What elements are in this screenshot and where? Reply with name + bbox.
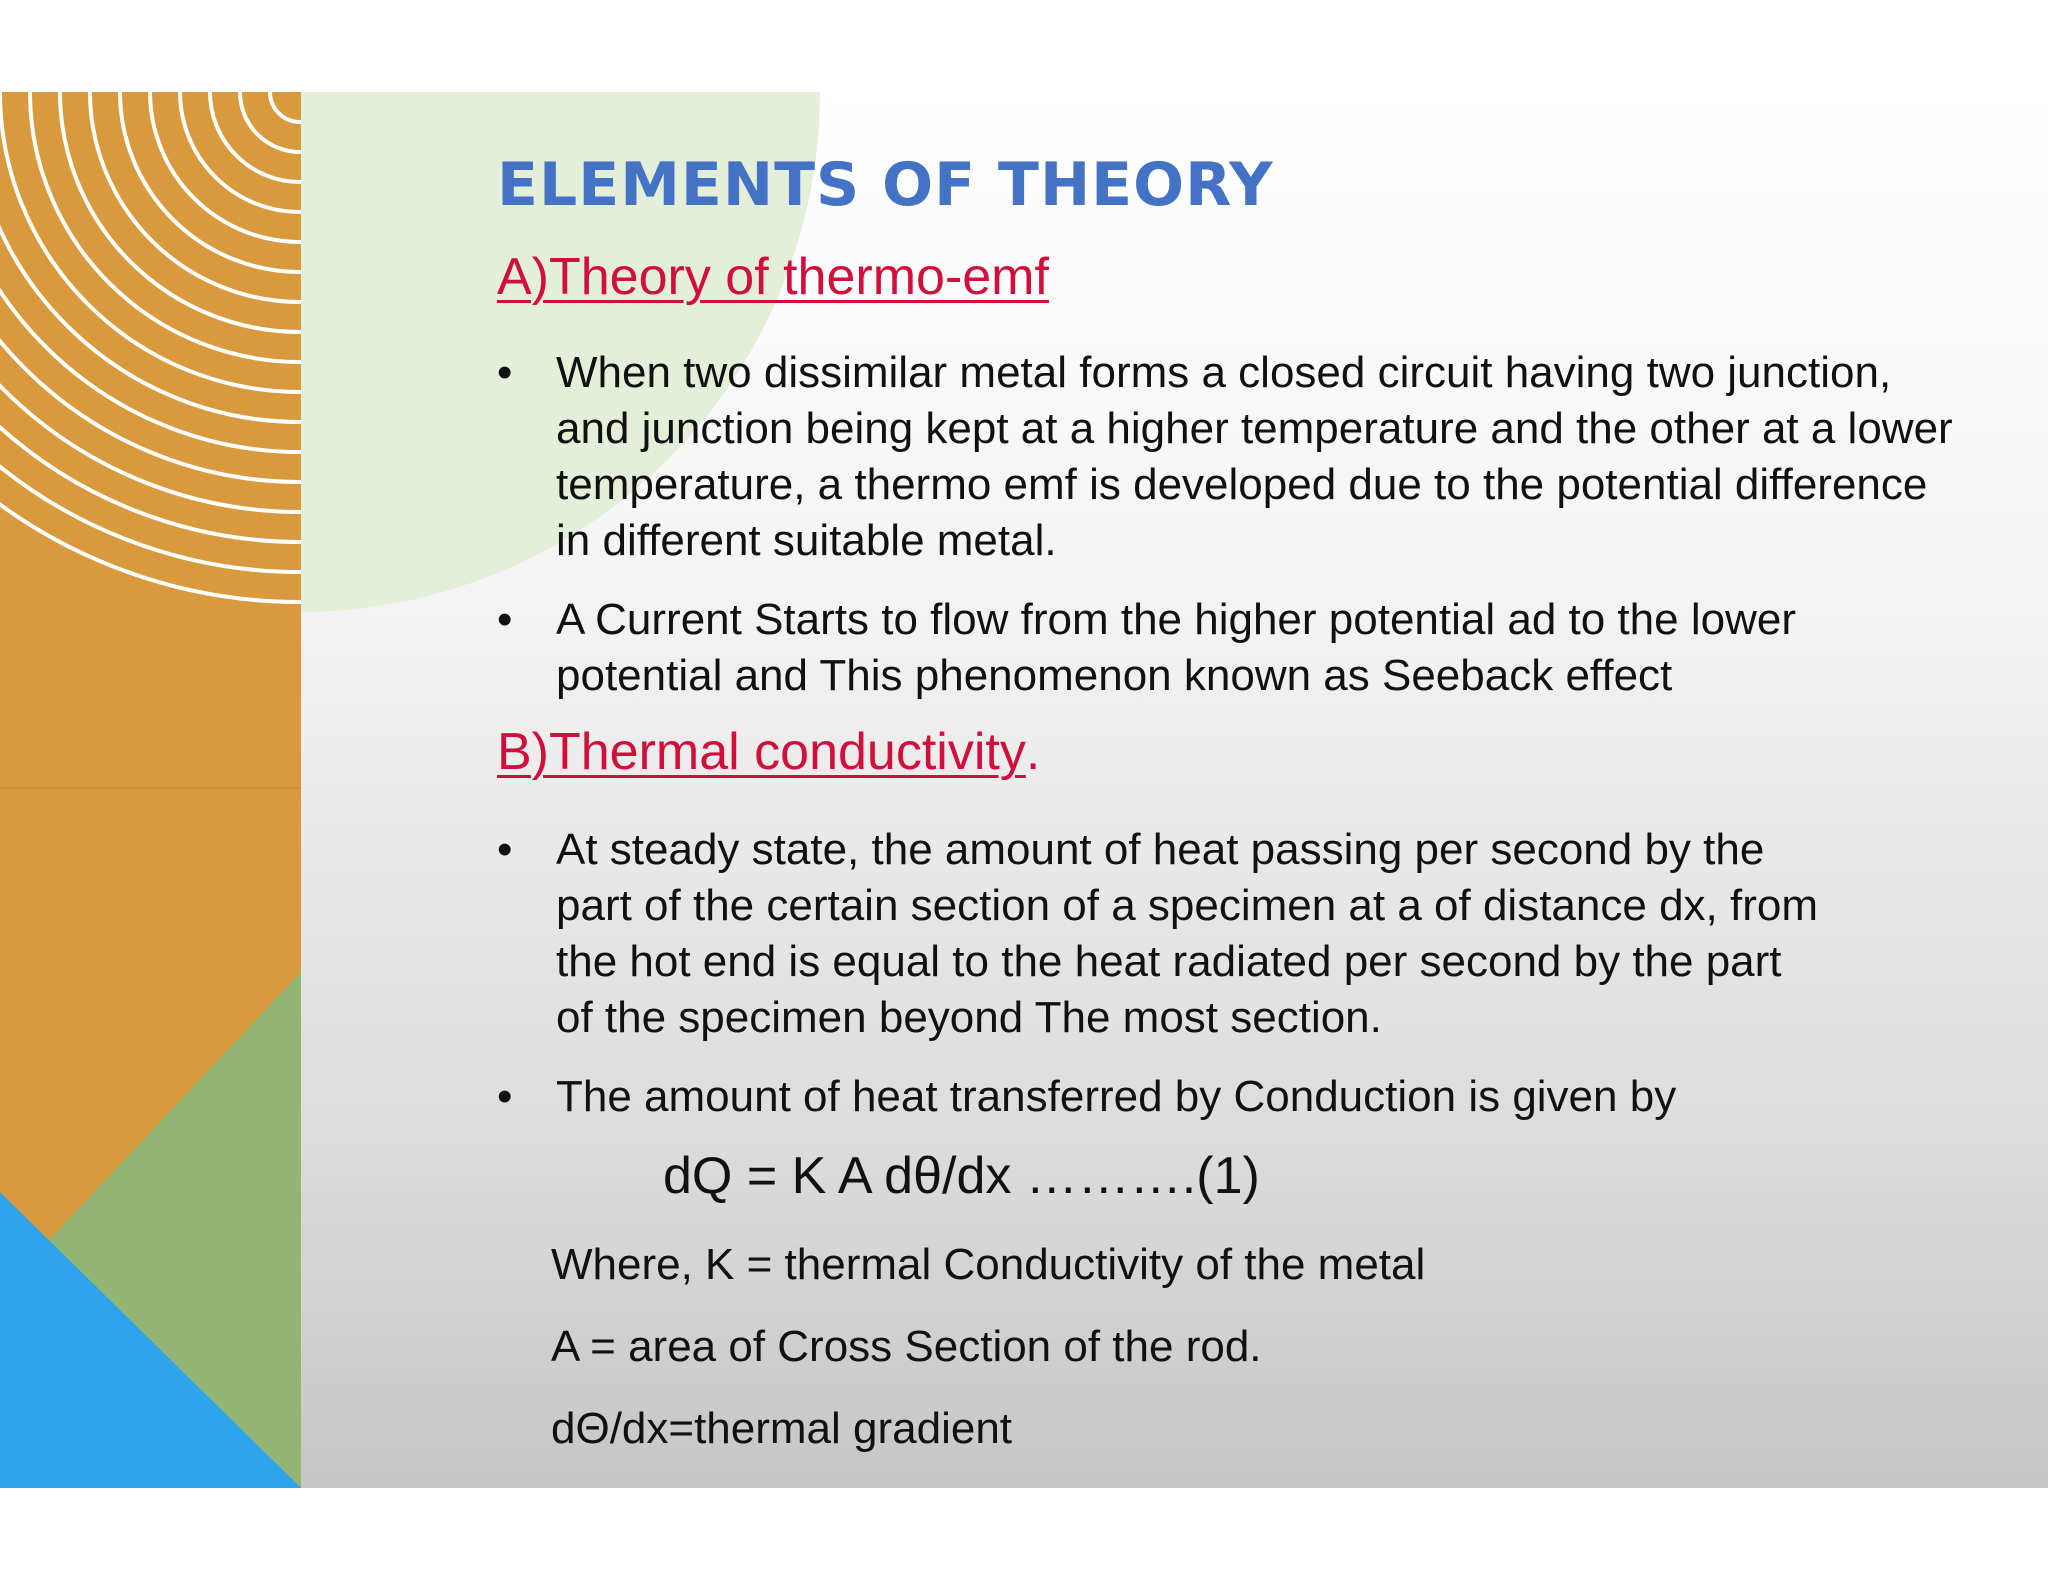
bullet-text: [556, 345, 1953, 569]
bullet-line: The amount of heat transferred by Conduction is given by: [556, 1072, 1677, 1121]
slide-title: ELEMENTS OF THEORY: [497, 150, 1274, 220]
bullet-text: [556, 1069, 1676, 1125]
section-b-heading-text: B)Thermal conductivity: [497, 723, 1026, 781]
bullet-line: and junction being kept at a higher temperature and the other at a lower: [556, 404, 1953, 453]
bullet-line: part of the certain section of a specimen at a of distance dx, from: [556, 881, 1818, 930]
equation: dQ = K A dθ/dx ……….(1): [663, 1147, 1260, 1205]
bullet-marker: •: [497, 348, 513, 397]
bullet-line: When two dissimilar metal forms a closed circuit having two junction,: [556, 348, 1892, 397]
bullet-line: At steady state, the amount of heat passing per second by the: [556, 825, 1765, 874]
bullet-marker: •: [497, 1072, 513, 1121]
slide: [0, 92, 2048, 1488]
slide-content: [497, 92, 2048, 1488]
bullet-line: temperature, a thermo emf is developed due to the potential difference: [556, 460, 1928, 509]
bullet-line: in different suitable metal.: [556, 516, 1057, 565]
bullet-line: potential and This phenomenon known as Seeback effect: [556, 651, 1673, 700]
section-a-heading: [497, 247, 1049, 307]
section-b-heading: [497, 722, 1040, 782]
section-a-heading-text: A)Theory of thermo-emf: [497, 248, 1049, 306]
bullet-line: A Current Starts to flow from the higher potential ad to the lower: [556, 595, 1796, 644]
definition-line: Where, K = thermal Conductivity of the metal: [551, 1240, 1426, 1289]
definition-line: dΘ/dx=thermal gradient: [551, 1404, 1013, 1453]
section-b-heading-suffix: .: [1025, 723, 1041, 781]
bullet-text: [556, 822, 1818, 1046]
bullet-marker: •: [497, 595, 513, 644]
bullet-line: the hot end is equal to the heat radiated per second by the part: [556, 937, 1782, 986]
bullet-text: [556, 592, 1796, 704]
bullet-line: of the specimen beyond The most section.: [556, 993, 1382, 1042]
bullet-marker: •: [497, 825, 513, 874]
definition-line: A = area of Cross Section of the rod.: [551, 1322, 1262, 1371]
